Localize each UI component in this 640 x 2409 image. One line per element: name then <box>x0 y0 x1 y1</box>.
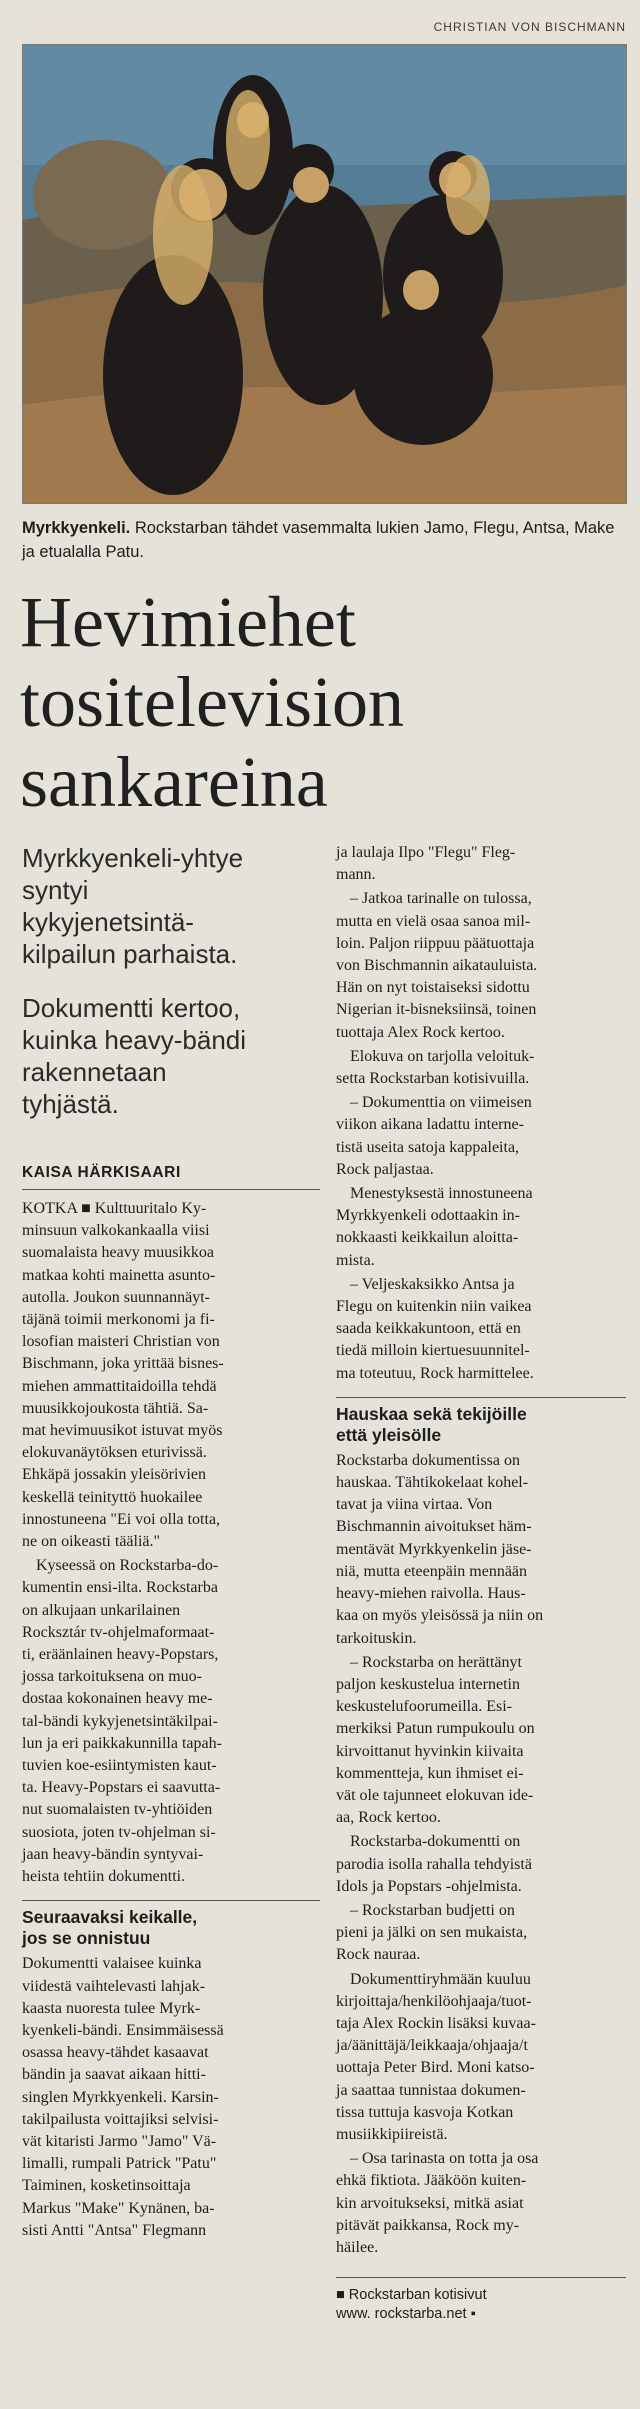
body-paragraph <box>336 842 626 886</box>
text-line: mutta en vielä osaa sanoa mil- <box>336 912 531 930</box>
subheading <box>22 1900 320 1949</box>
lead-line: tyhjästä. <box>22 1089 119 1119</box>
body-paragraph <box>336 1183 626 1272</box>
text-line: niä, mutta eteenpäin mennään <box>336 1562 528 1580</box>
body-paragraph <box>336 1092 626 1181</box>
text-line: mista. <box>336 1251 375 1269</box>
text-line: kaasta nuoresta tulee Myrk- <box>22 1999 201 2017</box>
website-link-box <box>336 2277 626 2324</box>
lead-line: kykyjenetsintä- <box>22 907 194 937</box>
text-line: pieni ja jälki on sen mukaista, <box>336 1924 528 1942</box>
text-line: Bischmann, joka yrittää bisnes- <box>22 1355 224 1373</box>
text-line: tavat ja viina virtaa. Von <box>336 1496 493 1514</box>
text-line: parodia isolla rahalla tehdyistä <box>336 1855 532 1873</box>
text-line: setta Rockstarban kotisivuilla. <box>336 1070 530 1088</box>
lead-line: Dokumentti kertoo, <box>22 993 241 1023</box>
text-line: saada keikkakuntoon, että en <box>336 1320 521 1338</box>
text-line: mat hevimuusikot istuvat myös <box>22 1422 223 1440</box>
headline-line: sankareina <box>20 742 328 822</box>
text-line: minsuun valkokankaalla viisi <box>22 1222 210 1240</box>
text-line: ja saattaa tunnistaa dokumen- <box>336 2081 526 2099</box>
text-line: tal-bändi kykyjenetsintäkilpai- <box>22 1712 218 1730</box>
text-line: hauskaa. Tähtikokelaat kohel- <box>336 1474 529 1492</box>
text-line: Elokuva on tarjolla veloituk- <box>350 1047 535 1065</box>
text-line: – Osa tarinasta on totta ja osa <box>350 2150 539 2168</box>
lead-line: kilpailun parhaista. <box>22 939 238 969</box>
text-line: kommentteja, kun ihmiset ei- <box>336 1764 524 1782</box>
text-line: nokkaasti keikkailun aloitta- <box>336 1229 519 1247</box>
subheading-line: Hauskaa sekä tekijöille <box>336 1403 527 1424</box>
headline-line: tositelevision <box>20 662 404 742</box>
lead-line: Myrkkyenkeli-yhtye <box>22 843 244 873</box>
text-line: kirjoittaja/henkilöohjaaja/tuot- <box>336 1992 532 2010</box>
website-label: ■ Rockstarban kotisivut <box>336 2287 487 2304</box>
left-column <box>22 842 320 2244</box>
byline: KAISA HÄRKISAARI <box>22 1164 320 1190</box>
subheading-line: Seuraavaksi keikalle, <box>22 1907 198 1928</box>
text-line: keskustelufoorumeilla. Esi- <box>336 1698 512 1716</box>
caption-lead: Myrkkyenkeli. <box>22 519 131 537</box>
text-line: Rockstarba-dokumentti on <box>350 1833 521 1851</box>
text-line: tistä useita satoja kappaleita, <box>336 1138 520 1156</box>
body-paragraph <box>336 1652 626 1830</box>
text-line: heavy-miehen raivolla. Haus- <box>336 1585 526 1603</box>
text-line: matkaa kohti mainetta asunto- <box>22 1266 216 1284</box>
photo-caption <box>22 516 622 564</box>
caption-text: Rockstarban tähdet vasemmalta lukien Jamo, Flegu, Antsa, Make ja etualalla Patu. <box>22 519 615 561</box>
body-paragraph <box>336 1046 626 1090</box>
body-paragraph <box>22 1953 320 2242</box>
text-line: Myrkkyenkeli odottaakin in- <box>336 1207 520 1225</box>
body-paragraph <box>22 1198 320 1553</box>
text-line: jaan heavy-bändin syntyvai- <box>22 1845 204 1863</box>
text-line: – Veljeskaksikko Antsa ja <box>350 1275 515 1293</box>
body-paragraph <box>336 1274 626 1385</box>
text-line: merkiksi Patun rumpukoulu on <box>336 1720 535 1738</box>
subheading <box>336 1397 626 1446</box>
text-line: kaa on myös yleisössä ja niin on <box>336 1607 544 1625</box>
text-line: muusikkojoukosta tähtiä. Sa- <box>22 1399 209 1417</box>
lead-paragraph <box>22 842 320 970</box>
text-line: tissa tuttuja kasvoja Kotkan <box>336 2103 514 2121</box>
text-line: ja laulaja Ilpo "Flegu" Fleg- <box>336 844 516 861</box>
text-line: mentävät Myrkkyenkelin jäse- <box>336 1540 532 1558</box>
text-line: Kyseessä on Rockstarba-do- <box>36 1557 219 1575</box>
text-line: tarkoituskin. <box>336 1629 417 1647</box>
lead-line: rakennetaan <box>22 1057 167 1087</box>
text-line: singlen Myrkkyenkeli. Karsin- <box>22 2088 219 2106</box>
text-line: limalli, rumpali Patrick "Patu" <box>22 2155 217 2173</box>
text-line: – Jatkoa tarinalle on tulossa, <box>350 890 532 908</box>
text-line: Bischmannin aivoitukset häm- <box>336 1518 532 1536</box>
text-line: takilpailusta voittajiksi selvisi- <box>22 2110 219 2128</box>
text-line: miehen ammattitaidoilla tehdä <box>22 1377 217 1395</box>
text-line: musiikkipiireistä. <box>336 2125 448 2143</box>
body-paragraph <box>336 1969 626 2147</box>
body-paragraph <box>336 1831 626 1898</box>
text-line: uottaja Peter Bird. Moni katso- <box>336 2059 535 2077</box>
text-line: Idols ja Popstars -ohjelmista. <box>336 1877 522 1895</box>
text-line: Rock nauraa. <box>336 1946 421 1964</box>
text-line: Rocksztár tv-ohjelmaformaat- <box>22 1623 215 1641</box>
band-photo <box>22 44 627 504</box>
text-line: tuottaja Alex Rock kertoo. <box>336 1023 505 1041</box>
text-line: – Rockstarba on herättänyt <box>350 1653 522 1671</box>
text-line: viikon aikana ladattu interne- <box>336 1116 524 1134</box>
text-line: suomalaista heavy muusikkoa <box>22 1244 214 1262</box>
text-line: Dokumenttiryhmään kuuluu <box>350 1970 531 1988</box>
text-line: osassa heavy-tähdet kasaavat <box>22 2044 209 2062</box>
lead-line: kuinka heavy-bändi <box>22 1025 247 1055</box>
text-line: keskellä teinityttö huokailee <box>22 1488 203 1506</box>
text-line: on alkujaan unkarilainen <box>22 1601 181 1619</box>
text-line: ehkä fiktiota. Jääköön kuiten- <box>336 2172 527 2190</box>
text-line: kumentin ensi-ilta. Rockstarba <box>22 1579 218 1597</box>
body-paragraph <box>336 1450 626 1650</box>
text-line: heista tehtiin dokumentti. <box>22 1868 186 1886</box>
text-line: KOTKA ■ Kulttuuritalo Ky- <box>22 1200 207 1217</box>
text-line: mann. <box>336 866 376 884</box>
text-line: elokuvanäytöksen eturivissä. <box>22 1444 207 1462</box>
text-line: ja/äänittäjä/leikkaaja/ohjaaja/t <box>336 2037 528 2055</box>
subheading-line: jos se onnistuu <box>22 1928 151 1949</box>
lead-line: syntyi <box>22 875 89 905</box>
text-line: Dokumentti valaisee kuinka <box>22 1955 202 1973</box>
right-column <box>336 842 626 2324</box>
text-line: aa, Rock kertoo. <box>336 1809 441 1827</box>
text-line: Nigerian it-bisneksiinsä, toinen <box>336 1001 537 1019</box>
left-body <box>22 1198 320 2242</box>
headline <box>20 582 620 822</box>
lead-paragraph <box>22 992 320 1120</box>
right-body <box>336 842 626 2324</box>
text-line: taja Alex Rockin lisäksi kuvaa- <box>336 2014 536 2032</box>
text-line: Markus "Make" Kynänen, ba- <box>22 2199 215 2217</box>
text-line: vät ole tajunneet elokuvan ide- <box>336 1786 534 1804</box>
text-line: tuvien koe-esiintymisten kaut- <box>22 1757 217 1775</box>
text-line: kin arvoitukseksi, mitkä asiat <box>336 2194 524 2212</box>
text-line: Menestyksestä innostuneena <box>350 1185 533 1203</box>
text-line: sisti Antti "Antsa" Flegmann <box>22 2221 207 2239</box>
text-line: loin. Paljon riippuu päätuottaja <box>336 934 535 952</box>
text-line: paljon keskustelua internetin <box>336 1675 520 1693</box>
subheading-line: että yleisölle <box>336 1424 442 1445</box>
text-line: kyenkeli-bändi. Ensimmäisessä <box>22 2021 224 2039</box>
text-line: Hän on nyt toistaiseksi sidottu <box>336 979 530 997</box>
text-line: kirvoittanut hyvinkin kiivaita <box>336 1742 524 1760</box>
text-line: bändin ja saavat aikaan hitti- <box>22 2066 206 2084</box>
text-line: ta. Heavy-Popstars ei saavuttа- <box>22 1779 221 1797</box>
headline-line: Hevimiehet <box>20 582 356 662</box>
website-url[interactable]: www. rockstarba.net ▪ <box>336 2306 476 2323</box>
text-line: lun ja eri paikkakunnilla tapah- <box>22 1734 222 1752</box>
text-line: viidestä vaihtelevasti lahjak- <box>22 1977 206 1995</box>
body-paragraph <box>336 1900 626 1967</box>
text-line: – Rockstarban budjetti on <box>350 1901 515 1919</box>
text-line: autolla. Joukon suunnannäyt- <box>22 1288 210 1306</box>
body-paragraph <box>22 1555 320 1888</box>
text-line: Taiminen, kosketinsoittaja <box>22 2177 191 2195</box>
text-line: losofian maisteri Christian von <box>22 1333 220 1351</box>
body-paragraph <box>336 888 626 1043</box>
text-line: suosiota, joten tv-ohjelman si- <box>22 1823 216 1841</box>
text-line: täjänä toimii merkonomi ja fi- <box>22 1311 215 1329</box>
text-line: von Bischmannin aikatauluista. <box>336 957 538 975</box>
text-line: ma toteutuu, Rock harmittelee. <box>336 1364 534 1382</box>
text-line: Rockstarba dokumentissa on <box>336 1451 520 1469</box>
text-line: häilee. <box>336 2238 379 2256</box>
band-photo-illustration <box>23 45 626 503</box>
text-line: vät kitaristi Jarmo "Jamo" Vä- <box>22 2132 217 2150</box>
text-line: ti, eräänlainen heavy-Popstars, <box>22 1646 219 1664</box>
text-line: Flegu on kuitenkin niin vaikea <box>336 1298 532 1316</box>
text-line: innostuneena "Ei voi olla totta, <box>22 1510 221 1528</box>
text-line: Rock paljastaa. <box>336 1160 434 1178</box>
text-line: jossa tarkoituksena on muo- <box>22 1668 202 1686</box>
text-line: nut suomalaisten tv-yhtiöiden <box>22 1801 213 1819</box>
text-line: tiedä milloin kiertuesuunnitel- <box>336 1342 530 1360</box>
body-paragraph <box>336 2148 626 2259</box>
photo-credit: CHRISTIAN VON BISCHMANN <box>433 20 626 34</box>
text-line: – Dokumenttia on viimeisen <box>350 1094 532 1112</box>
text-line: dostaa kokonainen heavy me- <box>22 1690 213 1708</box>
text-line: pitävät paikkansa, Rock my- <box>336 2216 520 2234</box>
text-line: Ehkäpä jossakin yleisörivien <box>22 1466 206 1484</box>
text-line: ne on oikeasti tääliä." <box>22 1533 161 1551</box>
